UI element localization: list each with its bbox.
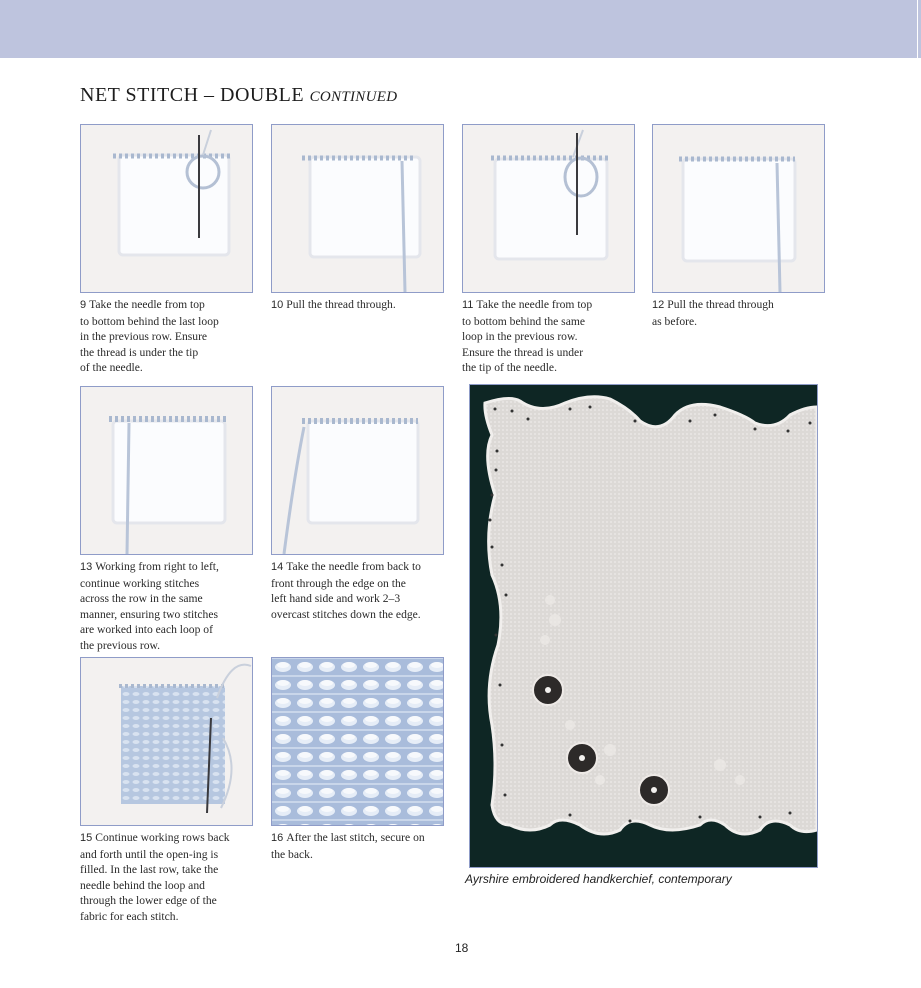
step-12 — [652, 124, 825, 329]
step-photo — [271, 124, 444, 293]
step-caption: 14 Take the needle from back to front through the edge on the left hand side and work 2–3 overcast stitches down the edge. — [271, 560, 421, 621]
step-14 — [271, 386, 444, 622]
step-caption: 13 Working from right to left, continue working stitches across the row in the same manner, ensuring two stitches are worked into each loop of the previous row. — [80, 560, 219, 652]
step-caption: 16 After the last stitch, secure on the back. — [271, 831, 425, 861]
step-16 — [271, 657, 444, 862]
step-photo — [80, 386, 253, 555]
step-photo — [652, 124, 825, 293]
title-suffix: CONTINUED — [309, 89, 398, 105]
step-9 — [80, 124, 253, 376]
step-photo — [271, 657, 444, 826]
step-number: 10 — [271, 299, 284, 311]
step-number: 9 — [80, 299, 87, 311]
step-11 — [462, 124, 635, 376]
step-number: 15 — [80, 832, 93, 844]
step-photo — [462, 124, 635, 293]
step-number: 14 — [271, 561, 284, 573]
page-number: 18 — [455, 941, 469, 955]
step-caption: 10 Pull the thread through. — [271, 298, 396, 311]
handkerchief-caption: Ayrshire embroidered handkerchief, contemporary — [465, 872, 732, 886]
handkerchief-photo — [469, 384, 818, 868]
step-photo — [80, 657, 253, 826]
step-caption: 12 Pull the thread through as before. — [652, 298, 774, 328]
step-photo — [271, 386, 444, 555]
step-caption: 11 Take the needle from top to bottom behind the same loop in the previous row. Ensure the thread is under the tip of the needle. — [462, 298, 593, 374]
step-number: 13 — [80, 561, 93, 573]
header-band — [0, 0, 917, 58]
step-number: 16 — [271, 832, 284, 844]
step-number: 12 — [652, 299, 665, 311]
step-number: 11 — [462, 299, 474, 311]
step-10 — [271, 124, 444, 314]
title-main: NET STITCH – DOUBLE — [80, 84, 305, 106]
page-title — [80, 84, 397, 107]
step-13 — [80, 386, 253, 653]
step-caption: 9 Take the needle from top to bottom behind the last loop in the previous row. Ensure the thread is under the tip of the needle. — [80, 298, 219, 374]
step-caption: 15 Continue working rows back and forth until the open-ing is filled. In the last row, take the needle behind the loop and through the lower edge of the fabric for each stitch. — [80, 831, 230, 923]
step-photo — [80, 124, 253, 293]
step-15 — [80, 657, 253, 924]
